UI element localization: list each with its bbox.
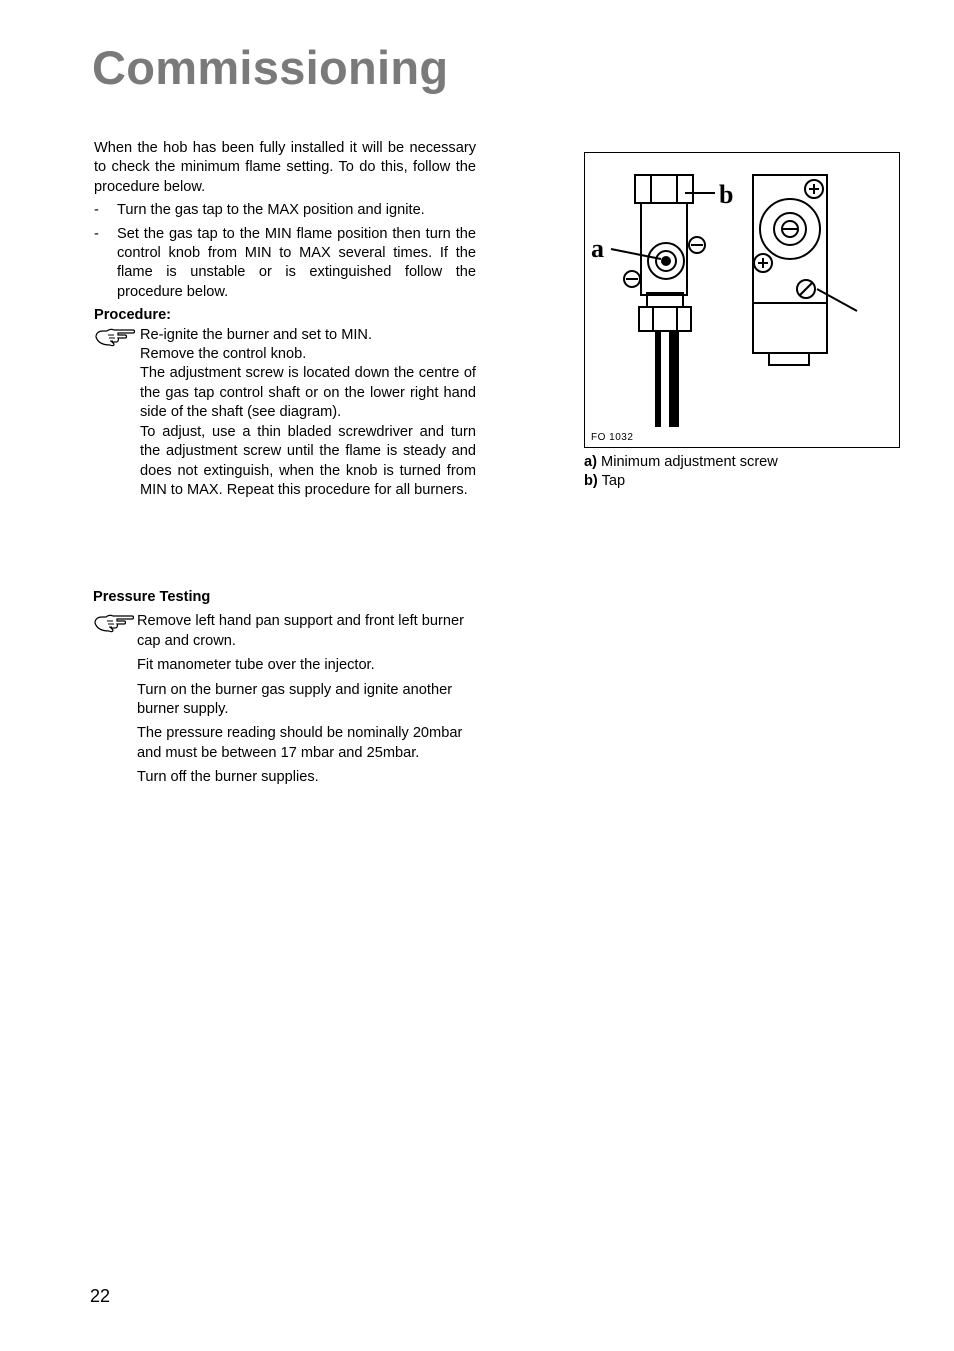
list-item-text: Set the gas tap to the MIN flame position then turn the control knob from MIN to MAX several times. If the flame is unstable or is extinguished follow the procedure below. — [117, 225, 476, 300]
pointing-hand-icon — [94, 327, 136, 347]
caption-key: b) — [584, 473, 598, 490]
procedure-line: The adjustment screw is located down the centre of the gas tap control shaft or on the lower right hand side of the shaft (see diagram). — [140, 365, 476, 421]
pressure-step: Fit manometer tube over the injector. — [137, 657, 375, 674]
caption-text: Tap — [597, 473, 626, 490]
list-bullet: - — [94, 202, 99, 219]
list-item-text: Turn the gas tap to the MAX position and ignite. — [117, 202, 425, 219]
pointing-hand-icon — [93, 613, 135, 633]
pressure-step: Turn off the burner supplies. — [137, 769, 319, 786]
figure-code: FO 1032 — [591, 432, 634, 443]
pressure-step: The pressure reading should be nominally 20mbar and must be between 17 mbar and 25mbar. — [137, 725, 463, 761]
page-number: 22 — [90, 1286, 111, 1306]
caption-line — [584, 453, 778, 472]
pressure-testing-heading: Pressure Testing — [93, 589, 211, 605]
pressure-step: Remove left hand pan support and front left burner cap and crown. — [137, 613, 464, 649]
procedure-line: Remove the control knob. — [140, 346, 307, 363]
pressure-testing-steps — [93, 612, 475, 787]
caption-text: Minimum adjustment screw — [596, 454, 778, 470]
list-item — [94, 225, 476, 303]
caption-line — [584, 472, 778, 491]
intro-section — [94, 139, 476, 500]
pressure-step: Turn on the burner gas supply and ignite another burner supply. — [137, 681, 453, 718]
gas-tap-illustration — [585, 153, 899, 447]
procedure-line: To adjust, use a thin bladed screwdriver and turn the adjustment screw until the flame is steady and does not extinguish, when the knob is turned from MIN to MAX. Repeat this procedure for all burners. — [140, 423, 476, 498]
label-a: a — [591, 234, 604, 263]
procedure-line: Re-ignite the burner and set to MIN. — [140, 326, 372, 343]
procedure-heading: Procedure: — [94, 307, 172, 324]
figure-caption — [584, 453, 778, 492]
page-title: Commissioning — [92, 41, 449, 94]
caption-key: a) — [584, 454, 597, 470]
list-bullet: - — [94, 225, 99, 242]
intro-paragraph: When the hob has been fully installed it will be necessary to check the minimum flame setting. To do this, follow the procedure below. — [94, 140, 476, 195]
procedure-steps — [94, 326, 476, 501]
gas-tap-diagram — [584, 152, 900, 448]
list-item — [94, 201, 476, 220]
pressure-testing-section — [93, 588, 475, 793]
label-b: b — [719, 180, 734, 209]
